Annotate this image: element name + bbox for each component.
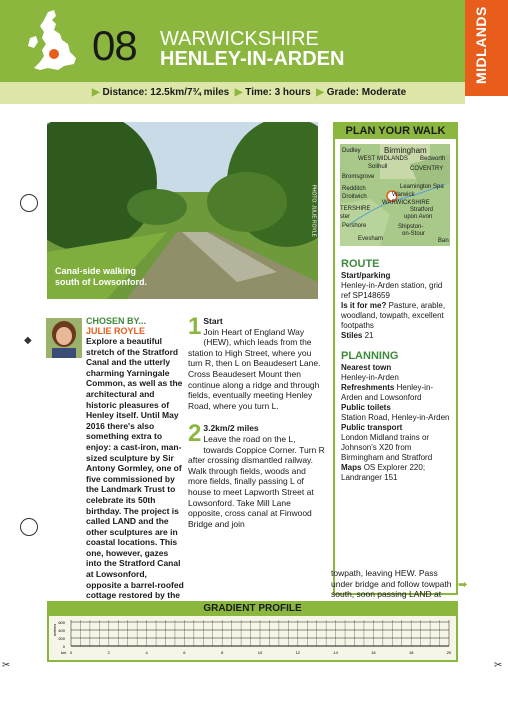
intro-text-block — [46, 336, 184, 611]
planning-title: PLANNING — [341, 350, 399, 362]
x-tick: 20 — [446, 650, 452, 655]
walk-number: 08 — [92, 22, 137, 69]
refresh-label: Refreshments — [341, 383, 395, 392]
photo-caption — [55, 266, 147, 288]
x-tick: 12 — [295, 650, 301, 655]
start-text: Henley-in-Arden station, grid ref SP148659 — [341, 281, 443, 300]
continue-arrow-icon: ➡ — [458, 579, 468, 591]
grade-label: Grade: — [326, 87, 359, 98]
map-label: Dudley — [342, 148, 361, 154]
town-text: Henley-in-Arden — [341, 373, 399, 382]
uk-map-icon — [18, 8, 88, 78]
x-tick: 0 — [69, 650, 73, 655]
toilets-text: Station Road, Henley-in-Arden — [341, 413, 450, 422]
photo-caption-line2: south of Lowsonford. — [55, 277, 147, 287]
map-label: Solihull — [368, 164, 388, 170]
canal-photo — [47, 122, 318, 299]
x-tick: 8 — [221, 650, 224, 655]
plan-your-walk-title: PLAN YOUR WALK — [333, 122, 458, 139]
toilets-label: Public toilets — [341, 403, 391, 412]
town-title: HENLEY-IN-ARDEN — [160, 48, 345, 70]
map-label: Pershore — [342, 223, 367, 229]
steps-column — [188, 313, 326, 529]
gradient-profile-title: GRADIENT PROFILE — [47, 601, 458, 616]
x-tick: 18 — [408, 650, 414, 655]
step-text: Join Heart of England Way (HEW), which leads from the station to High Street, where you turn R, then L on Beaudesert Lane. Cross Beaudesert Mount then continue along a ridge and through fields, eventually meeting Henley Road, where you turn L. — [188, 326, 321, 411]
time-label: Time: — [245, 87, 272, 98]
refresh-text: Henley-in-Arden and Lowsonford — [341, 383, 434, 402]
triangle-icon: ▶ — [316, 87, 324, 98]
start-label: Start/parking — [341, 271, 391, 280]
region-tab — [465, 0, 508, 96]
map-label: upon Avon — [404, 214, 433, 220]
x-tick: 16 — [371, 650, 376, 655]
gradient-grid — [49, 616, 456, 660]
step-1 — [188, 313, 326, 411]
route-planning-column — [341, 259, 453, 483]
y-tick: 200 — [58, 636, 65, 641]
y-tick: 0 — [62, 644, 65, 649]
step-number: 1 — [188, 313, 202, 340]
route-title: ROUTE — [341, 258, 380, 270]
map-label: Shipston- — [398, 224, 424, 230]
header-banner — [0, 0, 465, 82]
x-tick: 2 — [107, 650, 110, 655]
map-label: TERSHIRE — [340, 206, 371, 212]
transport-label: Public transport — [341, 423, 403, 432]
map-label: Droitwich — [342, 194, 367, 200]
stiles-label: Stiles — [341, 331, 363, 340]
map-label: Birmingham — [384, 146, 427, 155]
triangle-icon: ▶ — [234, 87, 243, 98]
y-tick: 600 — [58, 620, 65, 625]
map-label: on-Stour — [402, 231, 426, 237]
map-label: WARWICKSHIRE — [382, 200, 430, 206]
stiles-value: 21 — [364, 331, 374, 340]
continued-text: towpath, leaving HEW. Pass under bridge and follow towpath south, soon passing LAND at — [331, 568, 452, 600]
step-title: 3.2km/2 miles — [203, 423, 259, 434]
distance-value: 12.5km/7¾ miles — [150, 87, 230, 98]
x-tick: 14 — [333, 650, 338, 655]
scissors-icon: ✂ — [494, 660, 503, 671]
x-axis-label: km — [61, 650, 67, 655]
region-tab-label: MIDLANDS — [473, 6, 489, 84]
author-name: JULIE ROYLE — [86, 326, 146, 336]
x-tick: 10 — [257, 650, 263, 655]
map-label: Redditch — [342, 186, 366, 192]
gradient-profile-chart — [47, 616, 458, 662]
transport-text: London Midland trains or Johnson's X20 from Birmingham and Stratford — [341, 433, 433, 462]
maps-text: OS Explorer 220; Landranger 151 — [341, 463, 426, 482]
map-label: Warwick — [392, 192, 415, 198]
x-tick: 6 — [183, 650, 186, 655]
step-title: Start — [203, 316, 223, 326]
isit-text: Pasture, arable, woodland, towpath, excellent footpaths — [341, 301, 446, 330]
map-label: Leamington Spa — [400, 184, 444, 190]
step-text: Leave the road on the L, towards Coppice Corner. Turn R after crossing dismantled railway. Walk through fields, woods and more fields, finally passing L of house to meet Lapworth Street at Lowsonford. Take Mill Lane opposite, cross canal at Finwood Bridge and join — [188, 433, 325, 529]
bullet-arrow-icon: ◆ — [24, 335, 32, 346]
map-label: ster — [340, 214, 351, 220]
chosen-by-label: CHOSEN BY... — [86, 316, 147, 326]
binder-hole — [20, 194, 38, 212]
walk-info-bar — [0, 82, 465, 104]
y-axis-label: metres — [52, 623, 57, 636]
photo-caption-line1: Canal-side walking — [55, 266, 137, 276]
town-label: Nearest town — [341, 363, 392, 372]
maps-label: Maps — [341, 463, 362, 472]
binder-hole — [20, 518, 38, 536]
scissors-icon: ✂ — [2, 660, 11, 671]
map-label: WEST MIDLANDS — [358, 156, 408, 162]
map-label: Evesham — [358, 236, 384, 242]
map-label: Bedworth — [420, 156, 446, 162]
step-number: 2 — [188, 420, 202, 448]
step-2 — [188, 420, 326, 529]
triangle-icon: ▶ — [92, 87, 100, 98]
time-value: 3 hours — [274, 87, 311, 98]
distance-label: Distance: — [102, 87, 148, 98]
map-label: Stratford — [410, 207, 434, 213]
map-label: Bromsgrove — [342, 174, 375, 180]
grade-value: Moderate — [361, 87, 407, 98]
chosen-by-heading — [86, 316, 186, 336]
photo-credit: PHOTO: JULIE ROYLE — [310, 184, 316, 237]
y-tick: 400 — [58, 628, 65, 633]
intro-text: Explore a beautiful stretch of the Stratford Canal and the utterly charming Yarningale Common, as well as the architectural and historic pleasures of Henley itself. Until May 2016 there's also something extra to enjoy: a cast-iron, man-sized sculpture by Sir Antony Gormley, one of five commissioned by the Landmark Trust to celebrate its 50th birthday. The project is called LAND and the other sculptures are in coastal locations. This one, however, gazes into the Stratford Canal at Lowsonford, opposite a barrel-roofed cottage restored by the — [86, 336, 184, 601]
county-title: WARWICKSHIRE — [160, 28, 319, 50]
map-label: COVENTRY — [410, 166, 444, 172]
map-label: Ban — [438, 238, 449, 244]
x-tick: 4 — [145, 650, 148, 655]
locator-map — [340, 144, 450, 246]
isit-label: Is it for me? — [341, 301, 387, 310]
